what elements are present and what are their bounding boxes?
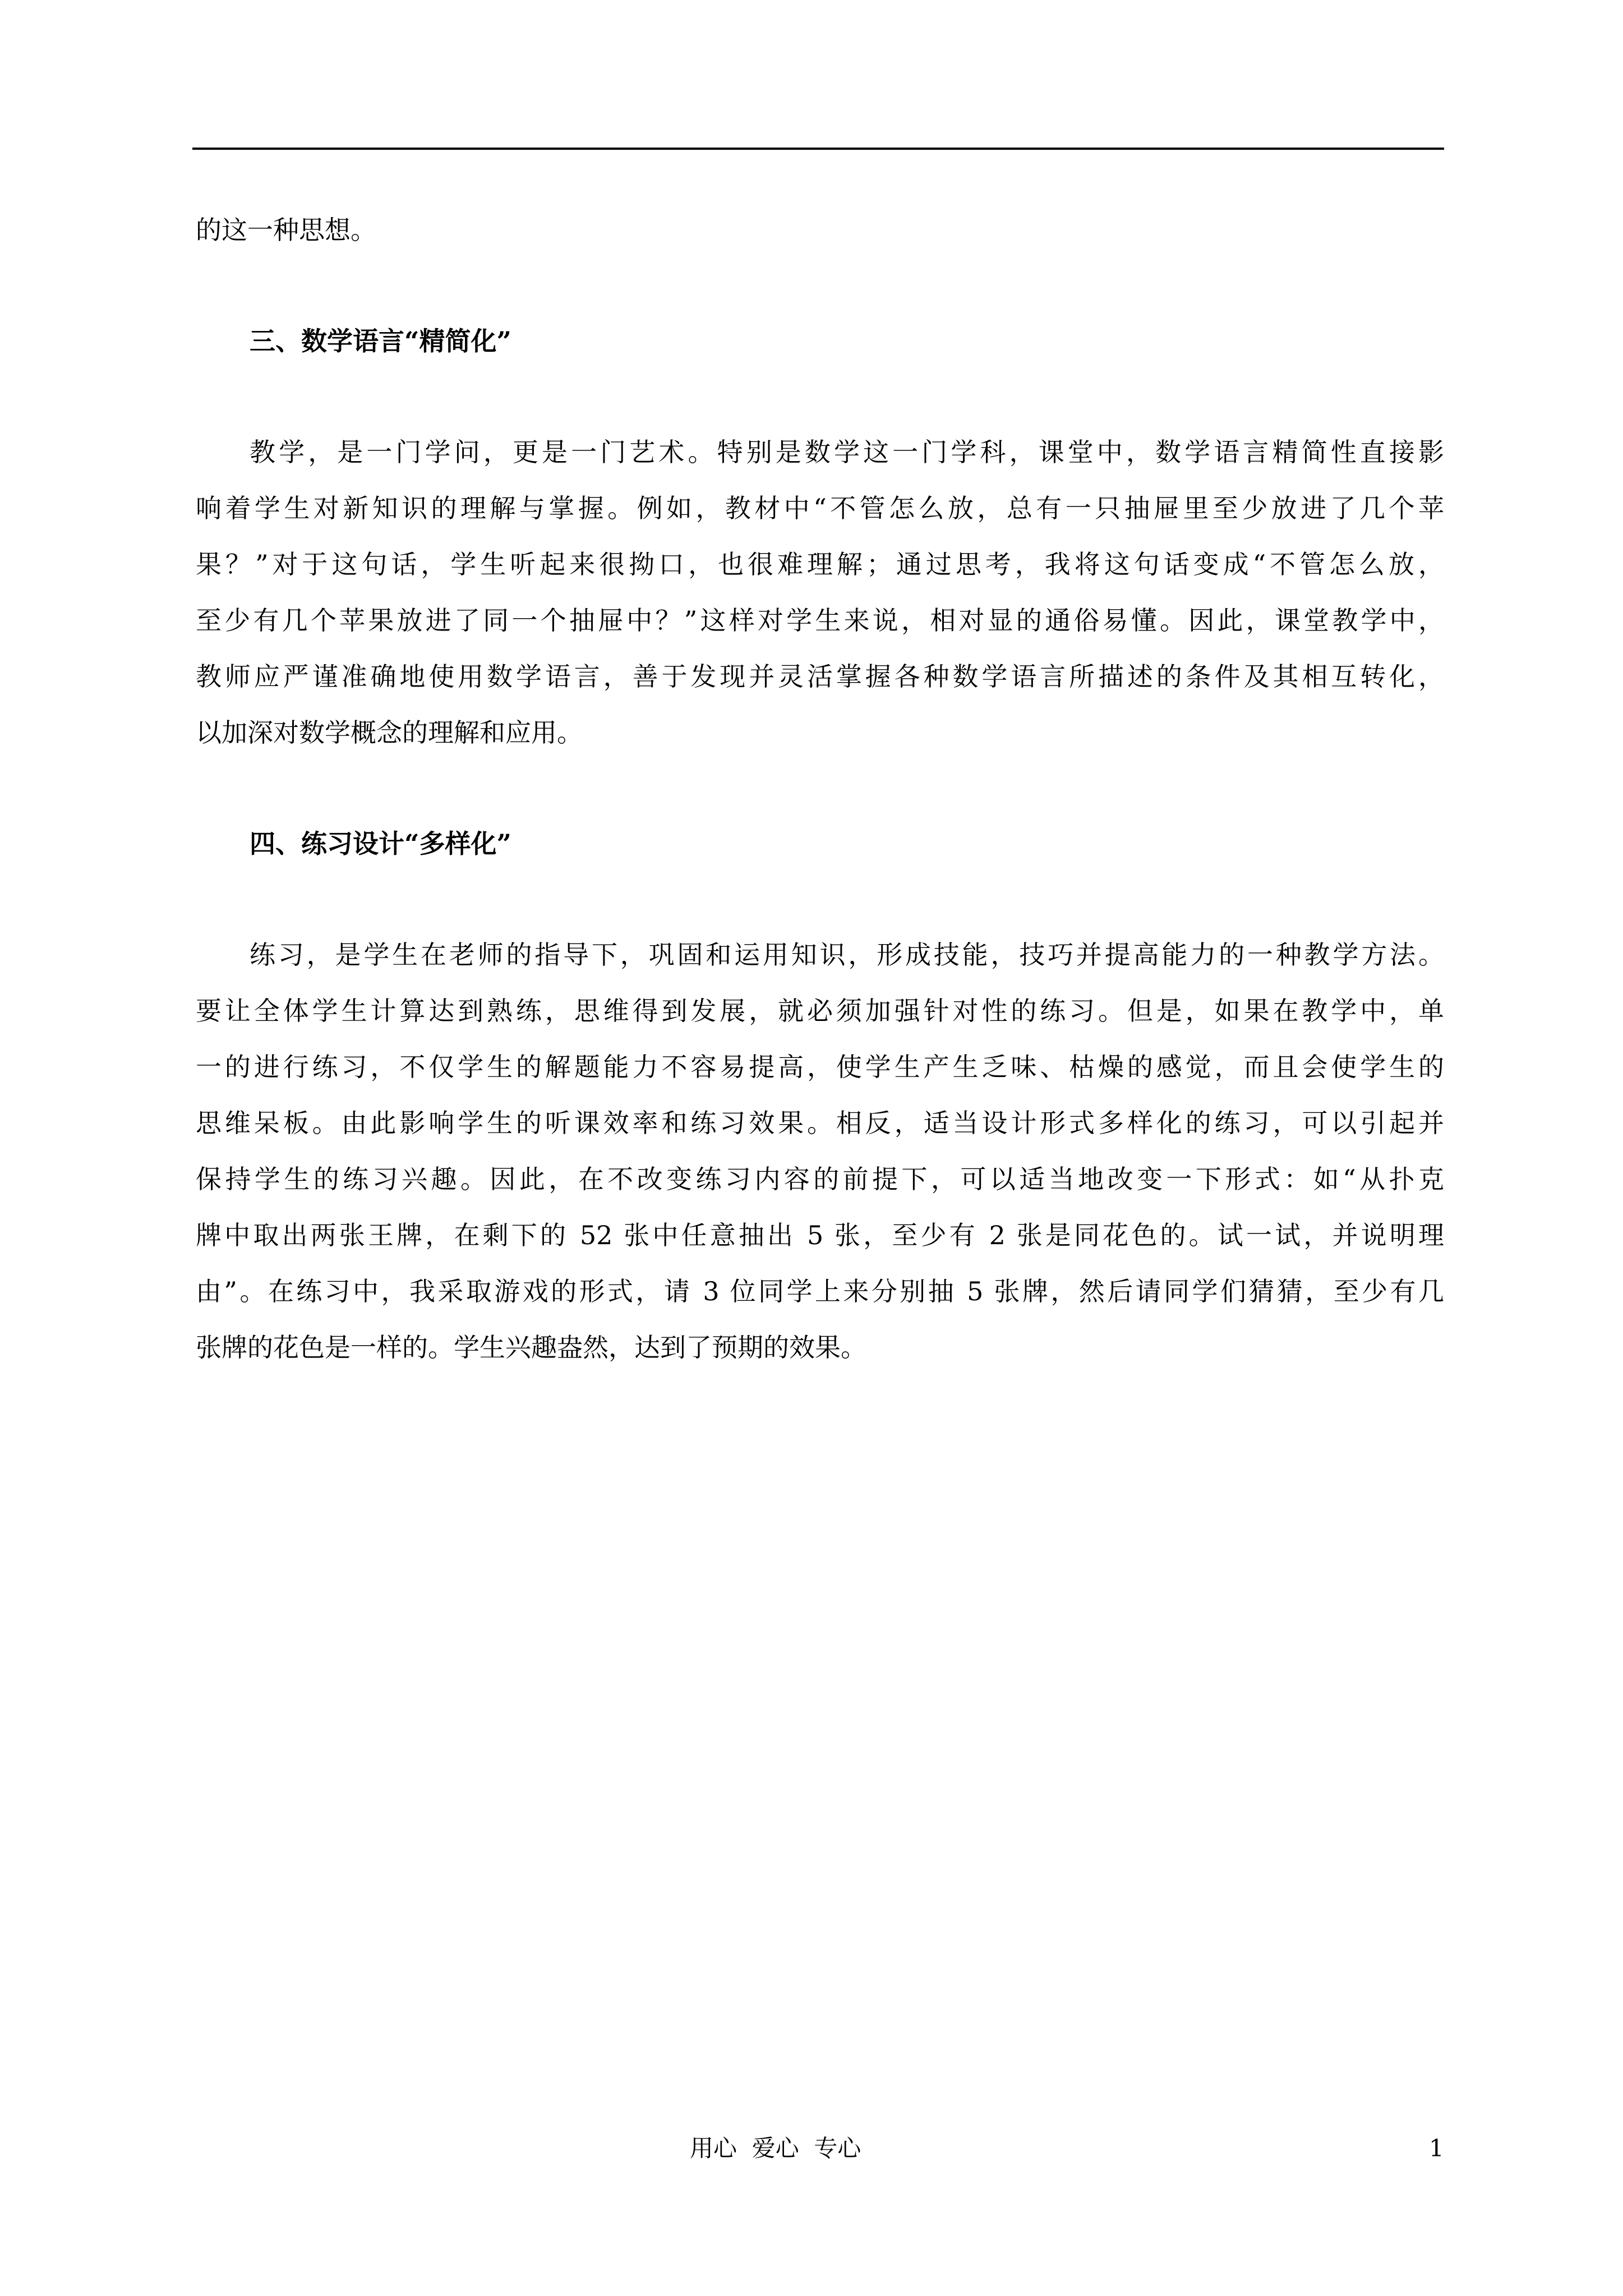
paragraph-line: 果？”对于这句话，学生听起来很拗口，也很难理解；通过思考，我将这句话变成“不管怎么放， (196, 549, 1444, 579)
paragraph-line: 响着学生对新知识的理解与掌握。例如，教材中“不管怎么放，总有一只抽屉里至少放进了几个苹 (196, 493, 1444, 523)
paragraph-line: 要让全体学生计算达到熟练，思维得到发展，就必须加强针对性的练习。但是，如果在教学中，单 (196, 996, 1444, 1026)
paragraph-spacer (196, 258, 1444, 313)
paragraph-line: 至少有几个苹果放进了同一个抽屉中？”这样对学生来说，相对显的通俗易懂。因此，课堂教学中， (196, 605, 1444, 636)
paragraph-spacer (196, 872, 1444, 927)
section-3-paragraph (196, 424, 1444, 761)
paragraph-line: 由”。在练习中，我采取游戏的形式，请 3 位同学上来分别抽 5 张牌，然后请同学们猜猜，至少有几 (196, 1276, 1444, 1306)
paragraph-line: 保持学生的练习兴趣。因此，在不改变练习内容的前提下，可以适当地改变一下形式：如“从扑克 (196, 1164, 1444, 1194)
page-number: 1 (1429, 2134, 1444, 2162)
header-rule (192, 148, 1444, 150)
paragraph-line: 练习，是学生在老师的指导下，巩固和运用知识，形成技能，技巧并提高能力的一种教学方法。 (250, 940, 1444, 970)
paragraph-spacer (196, 761, 1444, 816)
paragraph-line: 牌中取出两张王牌，在剩下的 52 张中任意抽出 5 张，至少有 2 张是同花色的。试一试，并说明理 (196, 1220, 1444, 1250)
paragraph-spacer (196, 369, 1444, 424)
paragraph-line: 思维呆板。由此影响学生的听课效率和练习效果。相反，适当设计形式多样化的练习，可以引起并 (196, 1108, 1444, 1138)
section-4-paragraph (196, 927, 1444, 1375)
paragraph-line: 教学，是一门学问，更是一门艺术。特别是数学这一门学科，课堂中，数学语言精简性直接影 (250, 437, 1444, 467)
section-heading-4: 四、练习设计“多样化” (250, 829, 511, 859)
paragraph-line: 以加深对数学概念的理解和应用。 (196, 717, 583, 748)
section-heading-3: 三、数学语言“精简化” (250, 326, 511, 356)
paragraph-line: 张牌的花色是一样的。学生兴趣盎然，达到了预期的效果。 (196, 1332, 866, 1363)
paragraph-line: 一的进行练习，不仅学生的解题能力不容易提高，使学生产生乏味、枯燥的感觉，而且会使学生的 (196, 1052, 1444, 1082)
document-body (196, 202, 1444, 1375)
paragraph-line: 教师应严谨准确地使用数学语言，善于发现并灵活掌握各种数学语言所描述的条件及其相互转化， (196, 661, 1444, 692)
footer-slogan: 用心 爱心 专心 (690, 2134, 861, 2162)
continuation-line: 的这一种思想。 (196, 215, 376, 245)
